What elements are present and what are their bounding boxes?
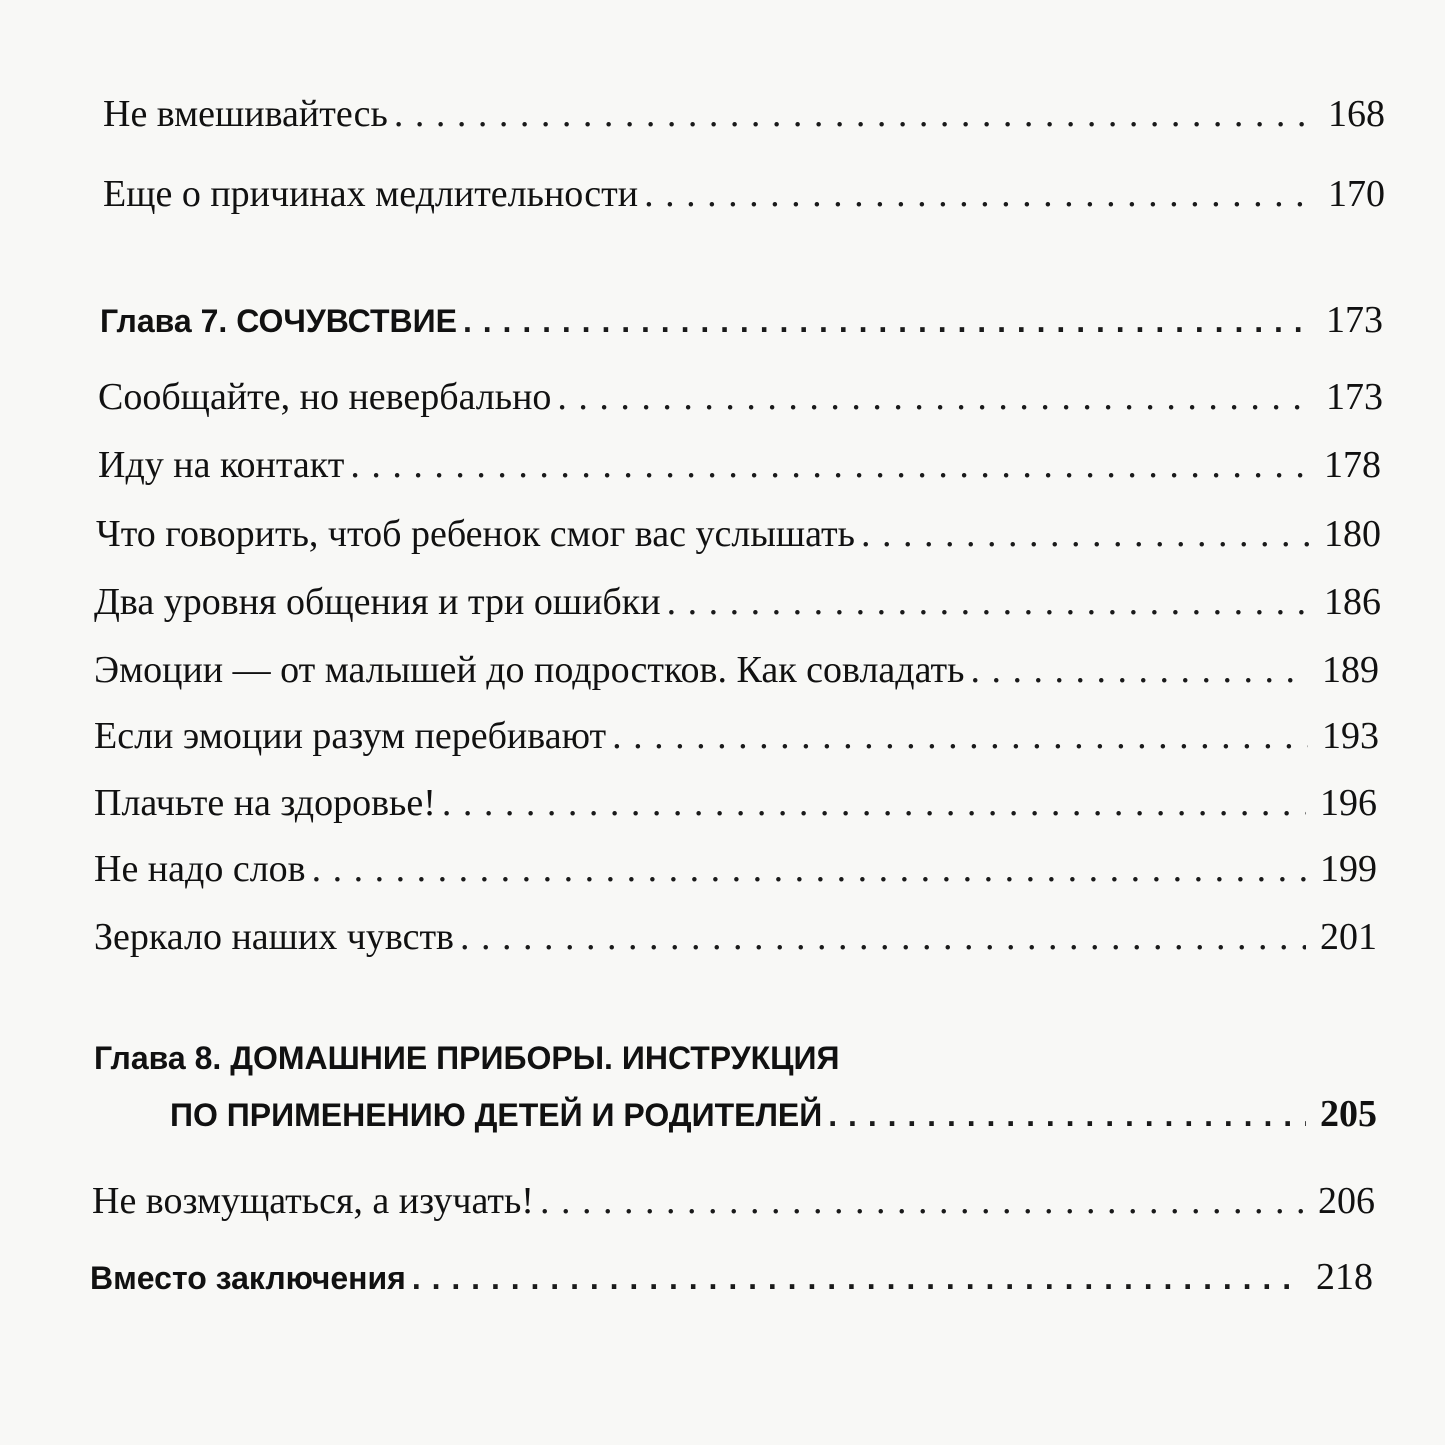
toc-entry-title: Не вмешивайтесь: [103, 93, 388, 135]
toc-entry-page: 170: [1328, 173, 1385, 215]
toc-entry: [94, 714, 1379, 758]
toc-entry: [103, 92, 1385, 136]
toc-chapter-entry: [170, 1092, 1377, 1137]
toc-chapter-title-line2: ПО ПРИМЕНЕНИЮ ДЕТЕЙ И РОДИТЕЛЕЙ: [170, 1097, 823, 1133]
toc-chapter-title-line1: Глава 8. ДОМАШНИЕ ПРИБОРЫ. ИНСТРУКЦИЯ: [94, 1040, 840, 1076]
toc-entry-title: Два уровня общения и три ошибки: [94, 581, 661, 623]
toc-entry-page: 218: [1316, 1256, 1373, 1298]
toc-entry-title: Эмоции — от малышей до подростков. Как совладать: [94, 649, 965, 691]
dot-leader: [612, 714, 1308, 758]
toc-entry-page: 189: [1322, 649, 1379, 691]
toc-entry: [103, 172, 1385, 216]
toc-entry-title: Иду на контакт: [98, 444, 345, 486]
toc-entry: [92, 1179, 1375, 1223]
toc-entry-title: Не надо слов: [94, 848, 306, 890]
toc-entry-title: Не возмущаться, а изучать!: [92, 1180, 534, 1222]
toc-entry-page: 178: [1324, 444, 1381, 486]
dot-leader: [667, 580, 1310, 624]
dot-leader: [394, 92, 1314, 136]
dot-leader: [861, 512, 1310, 556]
toc-chapter-title: Вместо заключения: [90, 1260, 406, 1296]
toc-entry: [94, 915, 1377, 959]
toc-entry-page: 173: [1326, 299, 1383, 341]
toc-entry-page: 201: [1320, 916, 1377, 958]
toc-entry-page: 193: [1322, 715, 1379, 757]
toc-entry-page: 205: [1320, 1093, 1377, 1135]
toc-entry-page: 199: [1320, 848, 1377, 890]
toc-entry: [98, 443, 1381, 487]
toc-entry-page: 173: [1326, 376, 1383, 418]
toc-entry-title: Еще о причинах медлительности: [103, 173, 639, 215]
dot-leader: [828, 1093, 1306, 1137]
toc-entry-title: Плачьте на здоровье!: [94, 782, 436, 824]
toc-entry-page: 196: [1320, 782, 1377, 824]
dot-leader: [460, 915, 1306, 959]
toc-entry-page: 186: [1324, 581, 1381, 623]
dot-leader: [644, 172, 1314, 216]
dot-leader: [970, 648, 1308, 692]
dot-leader: [540, 1179, 1304, 1223]
toc-chapter-entry: [90, 1255, 1373, 1300]
toc-entry-title: Если эмоции разум перебивают: [94, 715, 607, 757]
toc-entry-page: 168: [1328, 93, 1385, 135]
toc-entry: [98, 375, 1383, 419]
toc-entry: [94, 648, 1379, 692]
toc-entry: [94, 781, 1377, 825]
toc-entry: [96, 512, 1381, 556]
toc-chapter-title: Глава 7. СОЧУВСТВИЕ: [100, 303, 457, 339]
dot-leader: [557, 375, 1312, 419]
toc-entry: [94, 580, 1381, 624]
dot-leader: [350, 443, 1310, 487]
toc-entry-page: 206: [1318, 1180, 1375, 1222]
toc-entry-title: Сообщайте, но невербально: [98, 376, 552, 418]
toc-chapter-entry: [100, 298, 1383, 343]
dot-leader: [442, 781, 1306, 825]
dot-leader: [412, 1256, 1302, 1300]
toc-entry: [94, 847, 1377, 891]
toc-entry-title: Что говорить, чтоб ребенок смог вас услышать: [96, 513, 855, 555]
toc-entry-page: 180: [1324, 513, 1381, 555]
dot-leader: [463, 299, 1312, 343]
toc-entry-title: Зеркало наших чувств: [94, 916, 454, 958]
dot-leader: [312, 847, 1306, 891]
